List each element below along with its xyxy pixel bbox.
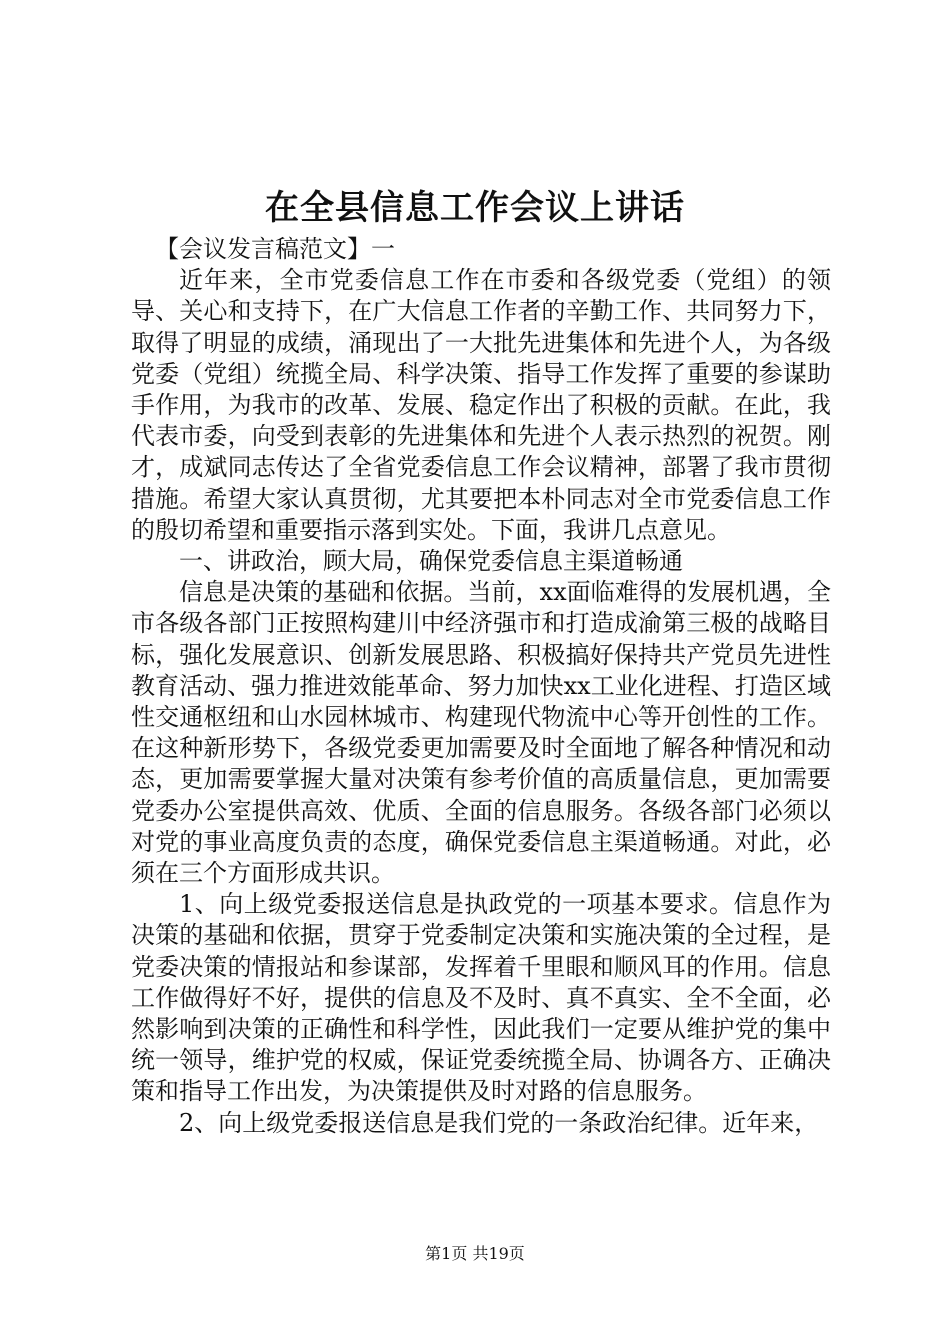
page-number-footer: 第1页 共19页 xyxy=(425,1244,525,1263)
paragraph-intro: 近年来，全市党委信息工作在市委和各级党委（党组）的领导、关心和支持下，在广大信息工作者的辛勤工作、共同努力下，取得了明显的成绩，涌现出了一大批先进集体和先进个人，为各级党委（党组）统揽全局、科学决策、指导工作发挥了重要的参谋助手作用，为我市的改革、发展、稳定作出了积极的贡献。在此，我代表市委，向受到表彰的先进集体和先进个人表示热烈的祝贺。刚才，成斌同志传达了全省党委信息工作会议精神，部署了我市贯彻措施。希望大家认真贯彻，尤其要把本朴同志对全市党委信息工作的殷切希望和重要指示落到实处。下面，我讲几点意见。 xyxy=(131,266,831,544)
document-body xyxy=(131,234,831,1139)
tag-line: 【会议发言稿范文】一 xyxy=(155,235,395,263)
paragraph-point-2: 2、向上级党委报送信息是我们党的一条政治纪律。近年来， xyxy=(179,1108,819,1137)
document-title: 在全县信息工作会议上讲话 xyxy=(265,188,685,228)
section-heading-1: 一、讲政治，顾大局，确保党委信息主渠道畅通 xyxy=(179,547,683,576)
paragraph-point-1: 1、向上级党委报送信息是执政党的一项基本要求。信息作为决策的基础和依据，贯穿于党委制定决策和实施决策的全过程，是党委决策的情报站和参谋部，发挥着千里眼和顺风耳的作用。信息工作做得好不好，提供的信息及不及时、真不真实、全不全面，必然影响到决策的正确性和科学性，因此我们一定要从维护党的集中统一领导，维护党的权威，保证党委统揽全局、协调各方、正确决策和指导工作出发，为决策提供及时对路的信息服务。 xyxy=(131,890,831,1106)
paragraph-section-1: 信息是决策的基础和依据。当前，xx面临难得的发展机遇，全市各级各部门正按照构建川中经济强市和打造成渝第三极的战略目标，强化发展意识、创新发展思路、积极搞好保持共产党员先进性教育活动、强力推进效能革命、努力加快xx工业化进程、打造区域性交通枢纽和山水园林城市、构建现代物流中心等开创性的工作。在这种新形势下，各级党委更加需要及时全面地了解各种情况和动态，更加需要掌握大量对决策有参考价值的高质量信息，更加需要党委办公室提供高效、优质、全面的信息服务。各级各部门必须以对党的事业高度负责的态度，确保党委信息主渠道畅通。对此，必须在三个方面形成共识。 xyxy=(131,578,831,888)
